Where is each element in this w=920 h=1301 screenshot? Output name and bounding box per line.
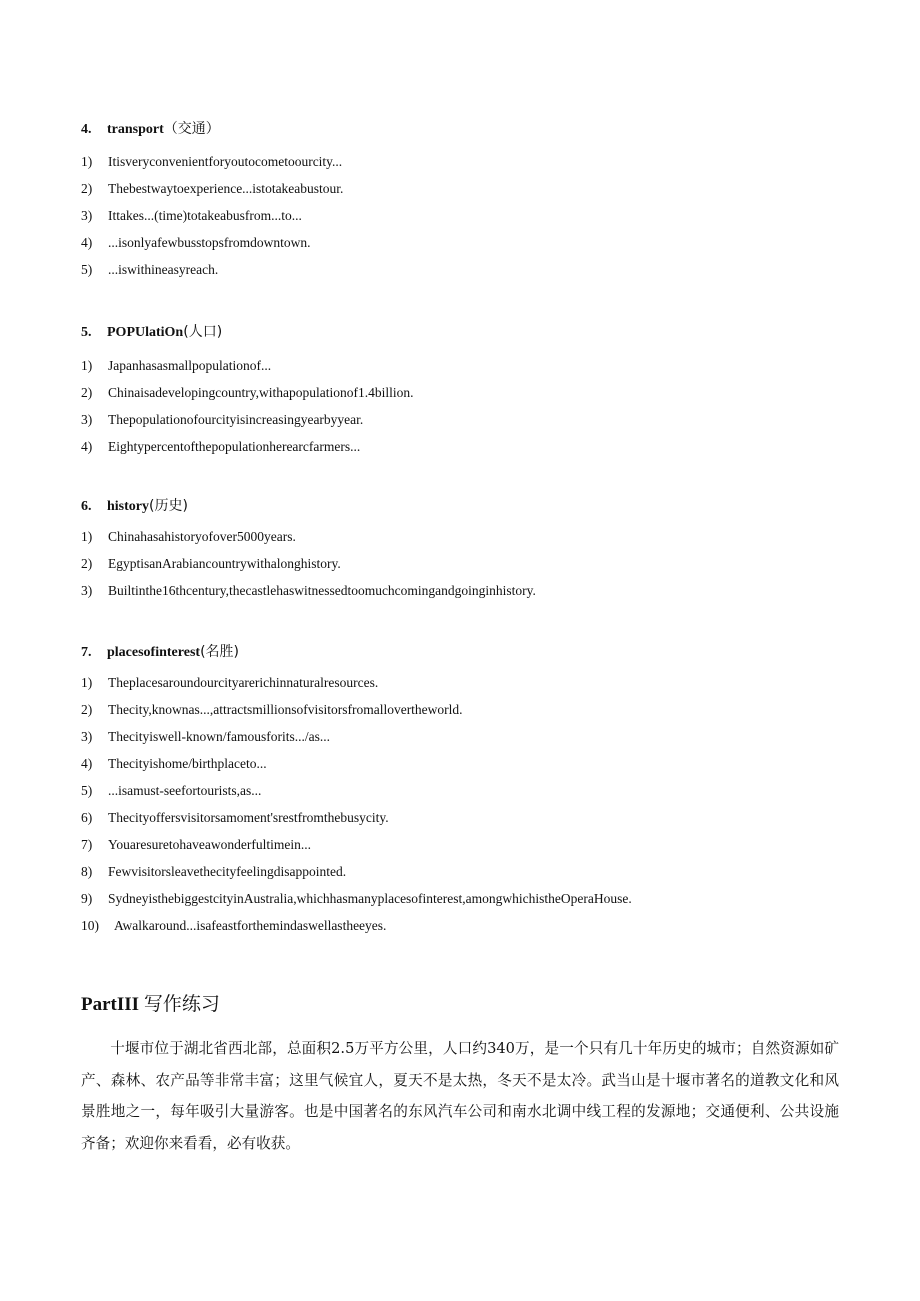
item-text: Youaresuretohaveawonderfultimein... bbox=[108, 837, 311, 852]
section-heading bbox=[81, 119, 841, 139]
item-index: 7) bbox=[81, 837, 93, 852]
item-index: 8) bbox=[81, 864, 93, 879]
item-text: Itisveryconvenientforyoutocometoourcity... bbox=[108, 154, 343, 169]
item-text: ...isonlyafewbusstopsfromdowntown. bbox=[108, 235, 311, 250]
section-title-cn: （交通） bbox=[163, 121, 220, 137]
list-item bbox=[81, 229, 841, 256]
list-item bbox=[81, 523, 841, 550]
item-text: Thecityishome/birthplaceto... bbox=[108, 756, 267, 771]
section-title-en: history bbox=[107, 499, 149, 514]
section-population bbox=[81, 322, 841, 460]
item-index: 1) bbox=[81, 529, 93, 544]
item-index: 5) bbox=[81, 783, 93, 798]
item-text: Japanhasasmallpopulationof... bbox=[108, 358, 272, 373]
item-index: 1) bbox=[81, 358, 93, 373]
item-text: Eightypercentofthepopulationherearcfarmers... bbox=[108, 439, 361, 454]
list-item bbox=[81, 669, 841, 696]
section-title-en: POPUlatiOn bbox=[107, 325, 184, 340]
section-history bbox=[81, 496, 841, 604]
section-places-of-interest bbox=[81, 642, 841, 939]
section-transport bbox=[81, 119, 841, 283]
list-item bbox=[81, 202, 841, 229]
section-number: 7. bbox=[81, 645, 92, 660]
phrase-list bbox=[81, 352, 841, 460]
item-text: Ittakes...(time)totakeabusfrom...to... bbox=[108, 208, 302, 223]
section-title-en: transport bbox=[107, 122, 164, 137]
section-number: 6. bbox=[81, 499, 92, 514]
section-heading bbox=[81, 642, 841, 662]
item-text: Thepopulationofourcityisincreasingyearbyyear. bbox=[108, 412, 364, 427]
section-title-cn: (历史) bbox=[149, 498, 188, 514]
list-item bbox=[81, 406, 841, 433]
list-item bbox=[81, 148, 841, 175]
item-index: 2) bbox=[81, 181, 93, 196]
item-index: 3) bbox=[81, 208, 93, 223]
item-text: Thebestwaytoexperience...istotakeabustour. bbox=[108, 181, 344, 196]
item-index: 10) bbox=[81, 918, 99, 933]
list-item bbox=[81, 550, 841, 577]
section-title-cn: (人口) bbox=[183, 324, 223, 340]
item-text: EgyptisanArabiancountrywithalonghistory. bbox=[108, 556, 341, 571]
list-item bbox=[81, 885, 841, 912]
list-item bbox=[81, 352, 841, 379]
writing-prompt-paragraph: 十堰市位于湖北省西北部，总面积2.5万平方公里，人口约340万，是一个只有几十年历史的城市；自然资源如矿产、森林、农产品等非常丰富；这里气候宜人，夏天不是太热，冬天不是太冷。武当山是十堰市著名的道教文化和风景胜地之一，每年吸引大量游客。也是中国著名的东风汽车公司和南水北调中线工程的发源地；交通便利、公共设施齐备；欢迎你来看看，必有收获。 bbox=[81, 1040, 839, 1152]
list-item bbox=[81, 804, 841, 831]
item-text: Theplacesaroundourcityarerichinnaturalresources. bbox=[108, 675, 379, 690]
item-index: 9) bbox=[81, 891, 93, 906]
list-item bbox=[81, 750, 841, 777]
section-number: 4. bbox=[81, 122, 92, 137]
section-title-en: placesofinterest bbox=[107, 645, 201, 660]
list-item bbox=[81, 723, 841, 750]
item-index: 4) bbox=[81, 756, 93, 771]
item-text: Builtinthe16thcentury,thecastlehaswitnessedtoomuchcomingandgoinginhistory. bbox=[108, 583, 536, 598]
section-heading bbox=[81, 322, 841, 342]
item-text: ...iswithineasyreach. bbox=[108, 262, 219, 277]
list-item bbox=[81, 912, 841, 939]
phrase-list bbox=[81, 523, 841, 604]
item-index: 4) bbox=[81, 439, 93, 454]
item-text: Chinahasahistoryofover5000years. bbox=[108, 529, 296, 544]
part-heading bbox=[81, 990, 220, 1019]
list-item bbox=[81, 577, 841, 604]
list-item bbox=[81, 831, 841, 858]
item-text: SydneyisthebiggestcityinAustralia,whichhasmanyplacesofinterest,amongwhichistheOperaHouse. bbox=[108, 891, 632, 906]
phrase-list bbox=[81, 669, 841, 939]
section-number: 5. bbox=[81, 325, 92, 340]
item-index: 3) bbox=[81, 412, 93, 427]
item-text: Chinaisadevelopingcountry,withapopulationof1.4billion. bbox=[108, 385, 414, 400]
item-text: ...isamust-seefortourists,as... bbox=[108, 783, 262, 798]
item-index: 4) bbox=[81, 235, 93, 250]
item-index: 2) bbox=[81, 556, 93, 571]
item-text: Thecityiswell-known/famousforits.../as... bbox=[108, 729, 330, 744]
phrase-list bbox=[81, 148, 841, 283]
section-title-cn: (名胜) bbox=[200, 644, 239, 660]
item-text: Awalkaround...isafeastforthemindaswellastheeyes. bbox=[114, 918, 387, 933]
item-text: Thecityoffersvisitorsamoment'srestfromthebusycity. bbox=[108, 810, 389, 825]
part-title-en: PartIII bbox=[81, 994, 140, 1015]
item-index: 5) bbox=[81, 262, 93, 277]
list-item bbox=[81, 433, 841, 460]
item-text: Fewvisitorsleavethecityfeelingdisappointed. bbox=[108, 864, 347, 879]
section-heading bbox=[81, 496, 841, 516]
list-item bbox=[81, 696, 841, 723]
item-index: 3) bbox=[81, 729, 93, 744]
list-item bbox=[81, 379, 841, 406]
item-text: Thecity,knownas...,attractsmillionsofvisitorsfromallovertheworld. bbox=[108, 702, 463, 717]
item-index: 6) bbox=[81, 810, 93, 825]
item-index: 3) bbox=[81, 583, 93, 598]
list-item bbox=[81, 777, 841, 804]
item-index: 1) bbox=[81, 154, 93, 169]
item-index: 2) bbox=[81, 385, 93, 400]
part-title-cn: 写作练习 bbox=[143, 993, 220, 1015]
list-item bbox=[81, 256, 841, 283]
item-index: 1) bbox=[81, 675, 93, 690]
list-item bbox=[81, 858, 841, 885]
list-item bbox=[81, 175, 841, 202]
item-index: 2) bbox=[81, 702, 93, 717]
